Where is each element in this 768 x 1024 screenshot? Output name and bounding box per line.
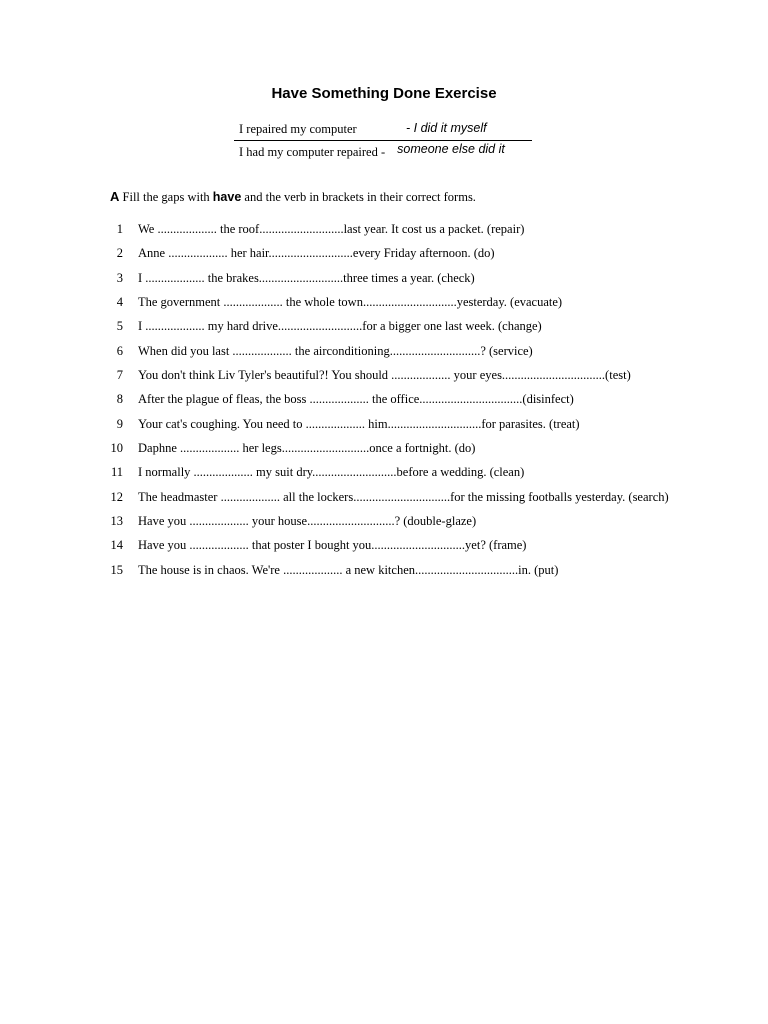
item-number: 5 <box>116 319 123 334</box>
exercise-item <box>100 414 740 438</box>
section-letter: A <box>110 189 120 204</box>
exercise-item <box>100 535 740 559</box>
item-text: I ................... my hard drive...........................for a bigger one last week. (change) <box>138 319 542 334</box>
item-text: I ................... the brakes...........................three times a year. (check) <box>138 270 475 285</box>
exercise-item <box>100 316 740 340</box>
item-number: 10 <box>110 441 123 456</box>
example-sentence-self: I repaired my computer <box>239 122 357 136</box>
exercise-item <box>100 560 740 584</box>
exercise-item <box>100 219 740 243</box>
exercise-instruction <box>110 189 476 205</box>
item-number: 4 <box>116 295 123 310</box>
item-number: 1 <box>116 222 123 236</box>
example-meaning-other: someone else did it <box>397 142 505 156</box>
exercise-item <box>100 268 740 292</box>
exercise-item <box>100 487 740 511</box>
item-text: Anne ................... her hair...........................every Friday afternoon. (do) <box>138 246 495 261</box>
item-number: 2 <box>116 246 123 261</box>
exercise-item <box>100 438 740 462</box>
item-text: When did you last ................... the airconditioning.............................? (service) <box>138 343 533 358</box>
exercise-item <box>100 292 740 316</box>
example-row-self <box>234 118 532 141</box>
item-text: I normally ................... my suit dry...........................before a wedding. (clean) <box>138 465 525 480</box>
page-title: Have Something Done Exercise <box>271 85 497 102</box>
item-text: Have you ................... that poster I bought you..............................yet? (frame) <box>138 538 527 553</box>
item-text: Have you ................... your house............................? (double-glaze) <box>138 514 477 529</box>
exercise-item <box>100 365 740 389</box>
item-text: We ................... the roof...........................last year. It cost us a packet. (repair) <box>138 222 525 236</box>
instruction-text-after: and the verb in brackets in their correct forms. <box>244 190 476 204</box>
instruction-text-before: Fill the gaps with <box>122 190 210 204</box>
item-number: 9 <box>116 416 123 431</box>
exercise-item <box>100 511 740 535</box>
item-text: You don't think Liv Tyler's beautiful?! You should ................... your eyes.................................(test) <box>138 368 631 383</box>
example-sentence-other: I had my computer repaired - <box>239 145 386 159</box>
item-number: 12 <box>110 489 123 504</box>
example-meaning-self: - I did it myself <box>406 121 487 135</box>
item-text: Daphne ................... her legs............................once a fortnight. (do) <box>138 441 476 456</box>
exercise-item <box>100 462 740 486</box>
item-number: 7 <box>116 368 123 383</box>
item-number: 13 <box>110 514 123 529</box>
exercise-item <box>100 389 740 413</box>
item-number: 11 <box>110 465 123 480</box>
item-text: The government ................... the whole town..............................yesterday. (evacuate) <box>138 295 563 310</box>
example-row-other <box>234 141 532 163</box>
item-text: Your cat's coughing. You need to ................... him..............................for parasites. (treat) <box>138 416 580 431</box>
item-text: After the plague of fleas, the boss ................... the office.................................(disinfect) <box>138 392 574 407</box>
item-number: 6 <box>116 343 123 358</box>
item-number: 8 <box>116 392 123 407</box>
exercise-item <box>100 341 740 365</box>
exercise-item <box>100 243 740 267</box>
item-text: The headmaster ................... all the lockers...............................for the missing footballs yesterday. (search) <box>138 489 669 504</box>
item-number: 14 <box>110 538 123 553</box>
exercise-list <box>100 219 740 584</box>
item-number: 15 <box>110 562 123 577</box>
instruction-keyword: have <box>212 190 242 204</box>
example-box <box>234 118 532 163</box>
item-number: 3 <box>116 270 123 285</box>
item-text: The house is in chaos. We're ................... a new kitchen.................................in. (put) <box>138 562 559 577</box>
